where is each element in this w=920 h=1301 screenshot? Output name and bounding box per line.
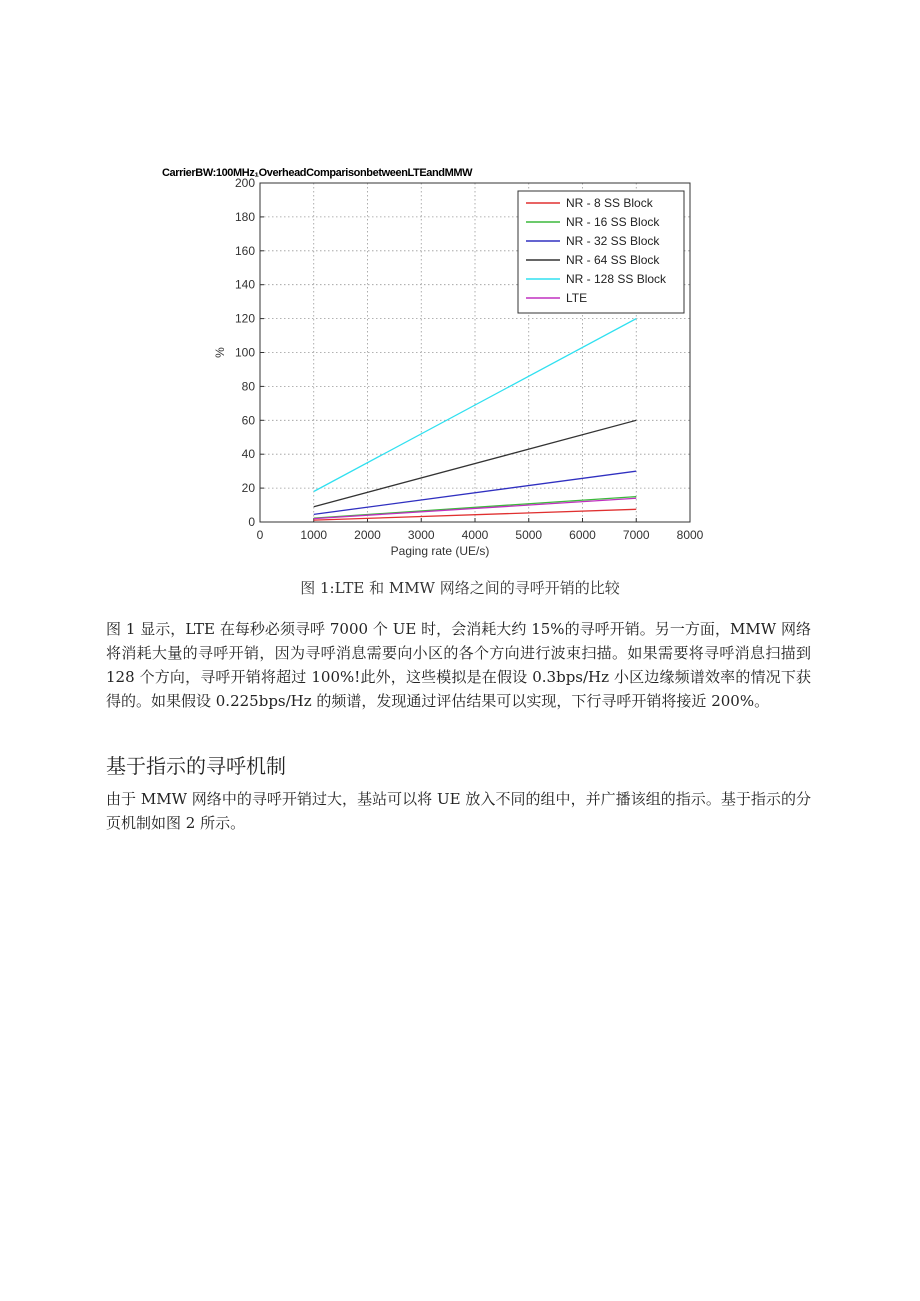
- x-tick-label: 8000: [676, 528, 704, 542]
- legend-label: NR - 64 SS Block: [566, 253, 660, 267]
- figure-caption: 图 1:LTE 和 MMW 网络之间的寻呼开销的比较: [300, 579, 620, 597]
- y-tick-label: 200: [234, 176, 255, 190]
- y-tick-label: 140: [234, 277, 255, 292]
- section-heading: 基于指示的寻呼机制: [106, 754, 286, 778]
- y-tick-label: 180: [234, 209, 255, 224]
- y-tick-label: 60: [241, 413, 255, 428]
- y-axis-label: %: [213, 347, 227, 358]
- y-tick-label: 40: [241, 447, 255, 462]
- legend-label: NR - 32 SS Block: [566, 234, 660, 248]
- x-tick-label: 1000: [300, 528, 328, 542]
- legend-label: NR - 128 SS Block: [566, 272, 667, 286]
- legend-label: NR - 16 SS Block: [566, 215, 660, 229]
- y-tick-label: 120: [234, 311, 255, 326]
- x-tick-label: 2000: [354, 528, 381, 542]
- body-paragraph-2: 由于 MMW 网络中的寻呼开销过大，基站可以将 UE 放入不同的组中，并广播该组的指示。基于指示的分页机制如图 2 所示。: [106, 790, 811, 832]
- x-tick-label: 7000: [622, 528, 650, 542]
- y-tick-label: 80: [241, 379, 255, 394]
- legend-label: LTE: [566, 291, 588, 305]
- x-tick-label: 6000: [569, 528, 596, 542]
- y-tick-label: 160: [234, 243, 255, 258]
- x-tick-label: 0: [256, 528, 264, 542]
- figure-chart: [150, 150, 720, 570]
- y-tick-label: 100: [234, 345, 255, 360]
- x-tick-label: 4000: [461, 528, 489, 542]
- y-tick-label: 0: [248, 515, 255, 529]
- x-tick-label: 3000: [407, 528, 435, 542]
- legend-label: NR - 8 SS Block: [566, 196, 653, 210]
- x-axis-label: Paging rate (UE/s): [390, 544, 490, 558]
- chart-title: CarrierBW:100MHz₁OverheadComparisonbetweenLTEandMMW: [162, 167, 473, 179]
- series-line-5: [314, 319, 637, 492]
- chart-legend: [518, 191, 684, 313]
- body-paragraph-1: 图 1 显示，LTE 在每秒必须寻呼 7000 个 UE 时，会消耗大约 15%的寻呼开销。另一方面，MMW 网络将消耗大量的寻呼开销，因为寻呼消息需要向小区的各个方向进行波束扫描。如果需要将寻呼消息扫描到 128 个方向，寻呼开销将超过 100%!此外，这些模拟是在假设 0.3bps/Hz 小区边缘频谱效率的情况下获得的。如果假设 0.225bps/Hz 的频谱，发现通过评估结果可以实现，下行寻呼开销将接近 200%。: [106, 620, 811, 710]
- y-tick-label: 20: [241, 481, 255, 496]
- x-tick-label: 5000: [515, 528, 543, 542]
- series-line-4: [314, 420, 637, 506]
- line-chart: [150, 150, 720, 570]
